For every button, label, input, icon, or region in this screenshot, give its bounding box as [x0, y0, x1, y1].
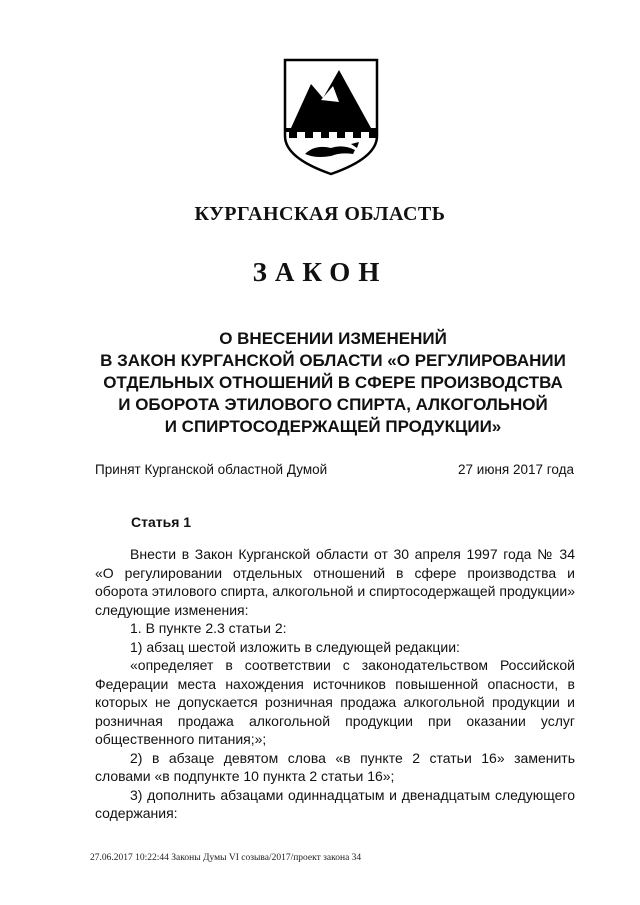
law-heading: ЗАКОН [252, 257, 388, 287]
article-heading: Статья 1 [131, 514, 192, 530]
adoption-date: 27 июня 2017 года [458, 462, 574, 477]
paragraph: 1) абзац шестой изложить в следующей редакции: [130, 638, 460, 655]
coat-of-arms-icon [281, 58, 381, 176]
law-title-line: В ЗАКОН КУРГАНСКОЙ ОБЛАСТИ «О РЕГУЛИРОВАНИИ [100, 351, 566, 370]
paragraph: 1. В пункте 2.3 статьи 2: [130, 620, 287, 636]
paragraph: Внести в Закон Курганской области от 30 апреля 1997 года № 34 «О регулировании отдельных отношений в сфере производства и оборота этилового спирта, алкогольной и спиртосодержащей продукции» следующие изменения: [95, 546, 575, 618]
law-title-line: И ОБОРОТА ЭТИЛОВОГО СПИРТА, АЛКОГОЛЬНОЙ [118, 395, 548, 414]
adopted-by: Принят Курганской областной Думой [95, 462, 328, 477]
region-heading: КУРГАНСКАЯ ОБЛАСТЬ [194, 203, 446, 225]
law-title [0, 328, 640, 438]
paragraph: 2) в абзаце девятом слова «в пункте 2 статьи 16» заменить словами «в подпункте 10 пункта 2 статьи 16»; [95, 749, 575, 784]
law-title-line: О ВНЕСЕНИИ ИЗМЕНЕНИЙ [219, 329, 447, 348]
paragraph: «определяет в соответствии с законодательством Российской Федерации места нахождения источников повышенной опасности, в которых не допускается розничная продажа алкогольной продукции и розничная продажа алкогольной продукции при оказании услуг общественного питания;»; [95, 657, 575, 747]
article-body [95, 545, 575, 823]
law-title-line: ОТДЕЛЬНЫХ ОТНОШЕНИЙ В СФЕРЕ ПРОИЗВОДСТВА [103, 373, 563, 392]
law-title-line: И СПИРТОСОДЕРЖАЩЕЙ ПРОДУКЦИИ» [164, 417, 502, 436]
paragraph: 3) дополнить абзацами одиннадцатым и двенадцатым следующего содержания: [95, 786, 575, 821]
footer-path: 27.06.2017 10:22:44 Законы Думы VI созыва/2017/проект закона 34 [90, 853, 362, 863]
